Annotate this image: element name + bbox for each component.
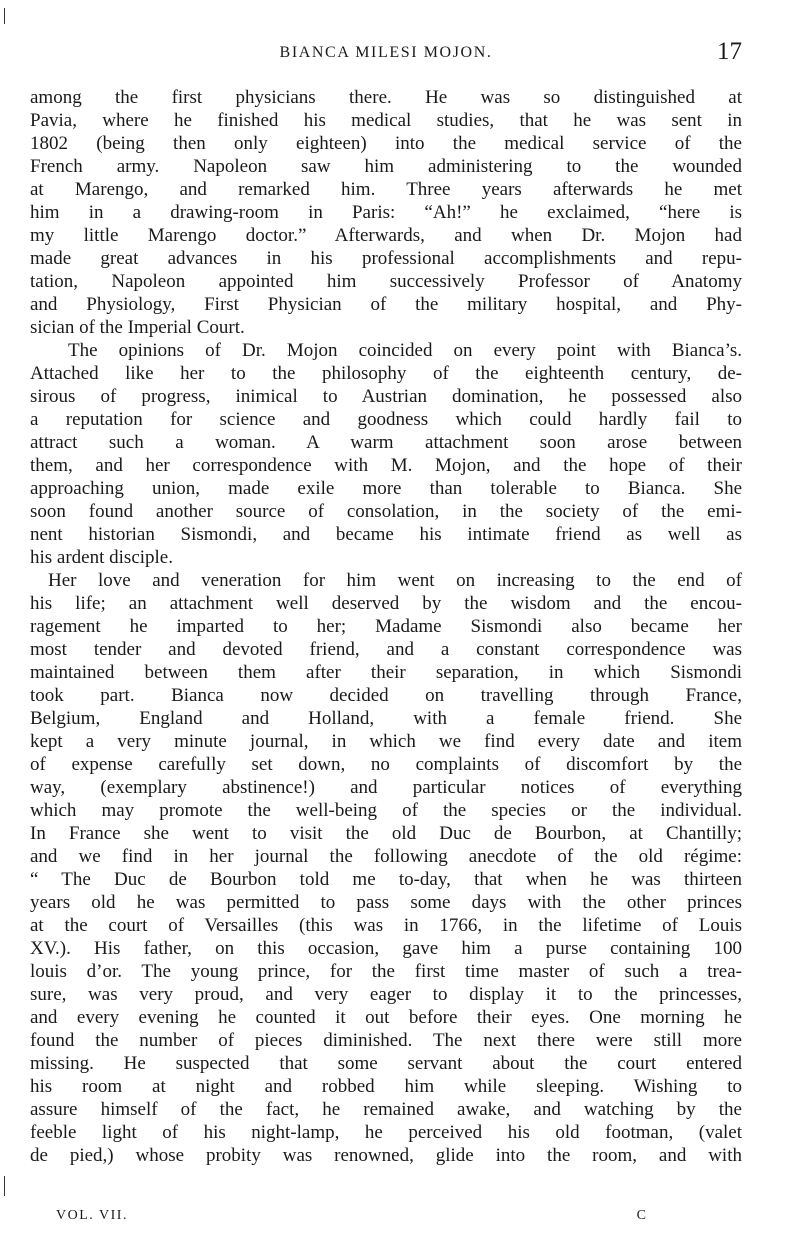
paragraph-start-line: Her love and veneration for him went on increasing to the end of bbox=[48, 570, 742, 591]
paragraph-end-line: sician of the Imperial Court. bbox=[30, 317, 245, 338]
text-line: kept a very minute journal, in which we find every date and item bbox=[30, 731, 742, 752]
text-line: at Marengo, and remarked him. Three years afterwards he met bbox=[30, 179, 742, 200]
text-line: which may promote the well-being of the species or the individual. bbox=[30, 800, 742, 821]
text-line: made great advances in his professional accomplishments and repu- bbox=[30, 248, 742, 269]
margin-rule-top bbox=[4, 8, 5, 24]
volume-label: VOL. VII. bbox=[56, 1208, 128, 1223]
text-line: took part. Bianca now decided on travelling through France, bbox=[30, 685, 742, 706]
text-line: and Physiology, First Physician of the military hospital, and Phy- bbox=[30, 294, 742, 315]
text-line: missing. He suspected that some servant about the court entered bbox=[30, 1053, 742, 1074]
text-line: of expense carefully set down, no complaints of discomfort by the bbox=[30, 754, 742, 775]
text-line: found the number of pieces diminished. The next there were still more bbox=[30, 1030, 742, 1051]
text-line: and we find in her journal the following anecdote of the old régime: bbox=[30, 846, 742, 867]
text-line: Attached like her to the philosophy of the eighteenth century, de- bbox=[30, 363, 742, 384]
body-text bbox=[30, 86, 742, 1167]
text-line: In France she went to visit the old Duc de Bourbon, at Chantilly; bbox=[30, 823, 742, 844]
text-line: sure, was very proud, and very eager to display it to the princesses, bbox=[30, 984, 742, 1005]
text-line: 1802 (being then only eighteen) into the medical service of the bbox=[30, 133, 742, 154]
text-line: de pied,) whose probity was renowned, glide into the room, and with bbox=[30, 1145, 742, 1166]
text-line: among the first physicians there. He was so distinguished at bbox=[30, 87, 742, 108]
text-line: them, and her correspondence with M. Mojon, and the hope of their bbox=[30, 455, 742, 476]
running-title: BIANCA MILESI MOJON. bbox=[279, 44, 493, 61]
page-number: 17 bbox=[717, 38, 742, 65]
text-line: soon found another source of consolation, in the society of the emi- bbox=[30, 501, 742, 522]
text-line: approaching union, made exile more than tolerable to Bianca. She bbox=[30, 478, 742, 499]
text-line: maintained between them after their separation, in which Sismondi bbox=[30, 662, 742, 683]
text-line: his room at night and robbed him while sleeping. Wishing to bbox=[30, 1076, 742, 1097]
margin-rule-bottom bbox=[4, 1176, 5, 1196]
text-line: feeble light of his night-lamp, he perceived his old footman, (valet bbox=[30, 1122, 742, 1143]
text-line: louis d’or. The young prince, for the first time master of such a trea- bbox=[30, 961, 742, 982]
text-line: and every evening he counted it out before their eyes. One morning he bbox=[30, 1007, 742, 1028]
signature-mark: C bbox=[636, 1208, 646, 1223]
text-line: assure himself of the fact, he remained awake, and watching by the bbox=[30, 1099, 742, 1120]
text-line: him in a drawing-room in Paris: “Ah!” he exclaimed, “here is bbox=[30, 202, 742, 223]
text-line: attract such a woman. A warm attachment soon arose between bbox=[30, 432, 742, 453]
text-line: way, (exemplary abstinence!) and particular notices of everything bbox=[30, 777, 742, 798]
text-line: “ The Duc de Bourbon told me to-day, that when he was thirteen bbox=[30, 869, 742, 890]
text-line: at the court of Versailles (this was in 1766, in the lifetime of Louis bbox=[30, 915, 742, 936]
running-head bbox=[30, 38, 742, 68]
text-line: ragement he imparted to her; Madame Sismondi also became her bbox=[30, 616, 742, 637]
text-line: Pavia, where he finished his medical studies, that he was sent in bbox=[30, 110, 742, 131]
text-line: French army. Napoleon saw him administering to the wounded bbox=[30, 156, 742, 177]
text-line: a reputation for science and goodness which could hardly fail to bbox=[30, 409, 742, 430]
text-line: Belgium, England and Holland, with a female friend. She bbox=[30, 708, 742, 729]
paragraph-end-line: his ardent disciple. bbox=[30, 547, 173, 568]
page-footer bbox=[56, 1208, 646, 1230]
text-line: tation, Napoleon appointed him successively Professor of Anatomy bbox=[30, 271, 742, 292]
text-line: XV.). His father, on this occasion, gave him a purse containing 100 bbox=[30, 938, 742, 959]
paragraph-start-line: The opinions of Dr. Mojon coincided on every point with Bianca’s. bbox=[68, 340, 742, 361]
text-line: years old he was permitted to pass some days with the other princes bbox=[30, 892, 742, 913]
text-line: my little Marengo doctor.” Afterwards, and when Dr. Mojon had bbox=[30, 225, 742, 246]
text-line: his life; an attachment well deserved by the wisdom and the encou- bbox=[30, 593, 742, 614]
text-line: most tender and devoted friend, and a constant correspondence was bbox=[30, 639, 742, 660]
text-line: sirous of progress, inimical to Austrian domination, he possessed also bbox=[30, 386, 742, 407]
text-line: nent historian Sismondi, and became his intimate friend as well as bbox=[30, 524, 742, 545]
